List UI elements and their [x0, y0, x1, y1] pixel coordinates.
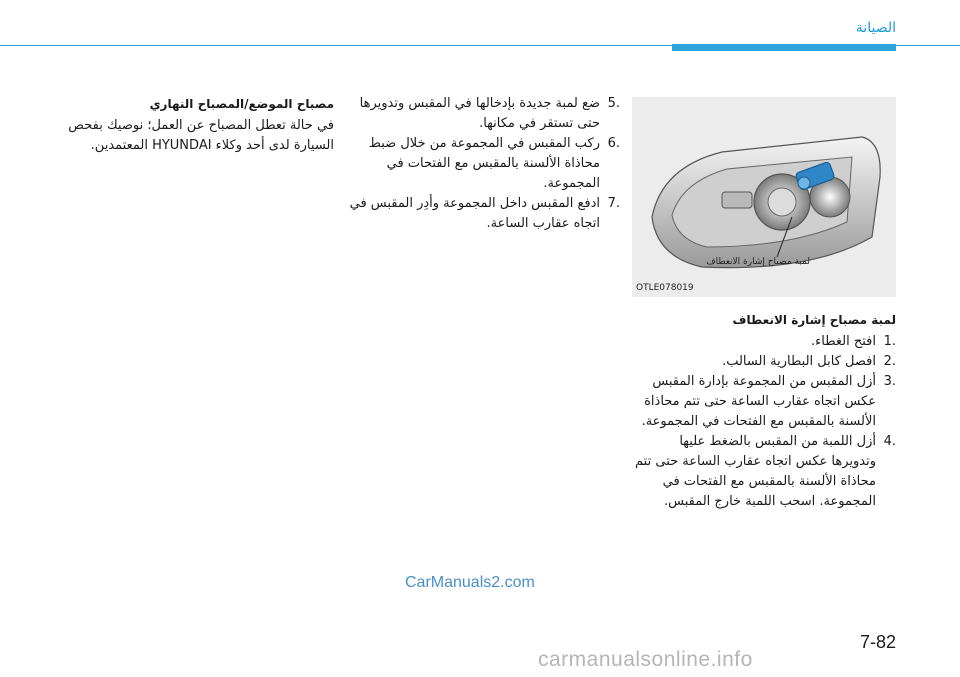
step-text: ركب المقبس في المجموعة من خلال ضبط محاذاة الألسنة بالمقبس مع الفتحات في المجموعة. [368, 136, 600, 191]
step-text: ادفع المقبس داخل المجموعة وأدِر المقبس في اتجاه عقارب الساعة. [349, 196, 600, 231]
header-section-title: الصيانة [855, 20, 896, 36]
headlamp-figure [632, 97, 896, 297]
page-number: 7-82 [859, 632, 896, 652]
position-lamp-title-b: المصباح النهاري [149, 97, 245, 111]
step-item [340, 94, 620, 134]
step-item [340, 134, 620, 194]
step-number: .3 [883, 374, 896, 389]
step-number: .2 [883, 354, 896, 369]
step-number: .4 [883, 434, 896, 449]
step-number: .6 [607, 136, 620, 151]
turn-signal-section [632, 310, 896, 512]
position-lamp-body: في حالة تعطل المصباح عن العمل؛ نوصيك بفحص السيارة لدى أحد وكلاء HYUNDAI المعتمدين. [68, 118, 334, 153]
step-text: افتح الغطاء. [811, 334, 876, 349]
step-number: .7 [607, 196, 620, 211]
header-accent-bar [672, 44, 896, 51]
step-text: افصل كابل البطارية السالب. [722, 354, 876, 369]
position-lamp-title [64, 94, 334, 114]
continued-steps-section [340, 94, 620, 234]
watermark-link[interactable]: CarManuals2.com [405, 574, 535, 591]
headlamp-illustration [632, 97, 896, 297]
step-number: .5 [607, 96, 620, 111]
step-text: أزل اللمبة من المقبس بالضغط عليها وتدويرها عكس اتجاه عقارب الساعة حتى تتم محاذاة الألسنة بالمقبس مع الفتحات في المجموعة. اسحب اللمبة خارج المقبس. [635, 434, 876, 509]
figure-callout-label: لمبة مصباح إشارة الانعطاف [706, 257, 810, 267]
title-separator: / [244, 97, 249, 111]
step-item [632, 372, 896, 432]
step-text: ضع لمبة جديدة بإدخالها في المقبس وتدويرها حتى تستقر في مكانها. [359, 96, 600, 131]
footer-watermark: carmanualsonline.info [538, 648, 753, 671]
figure-code: OTLE078019 [636, 283, 694, 293]
step-item [632, 432, 896, 512]
step-text: أزل المقبس من المجموعة بإدارة المقبس عكس اتجاه عقارب الساعة حتى تتم محاذاة الألسنة بالمقبس مع الفتحات في المجموعة. [641, 374, 876, 429]
step-item [340, 194, 620, 234]
position-lamp-title-a: مصباح الموضع [248, 97, 334, 111]
position-lamp-section [64, 94, 334, 156]
step-number: .1 [883, 334, 896, 349]
step-item [632, 332, 896, 352]
step-item [632, 352, 896, 372]
turn-signal-title: لمبة مصباح إشارة الانعطاف [732, 313, 896, 327]
